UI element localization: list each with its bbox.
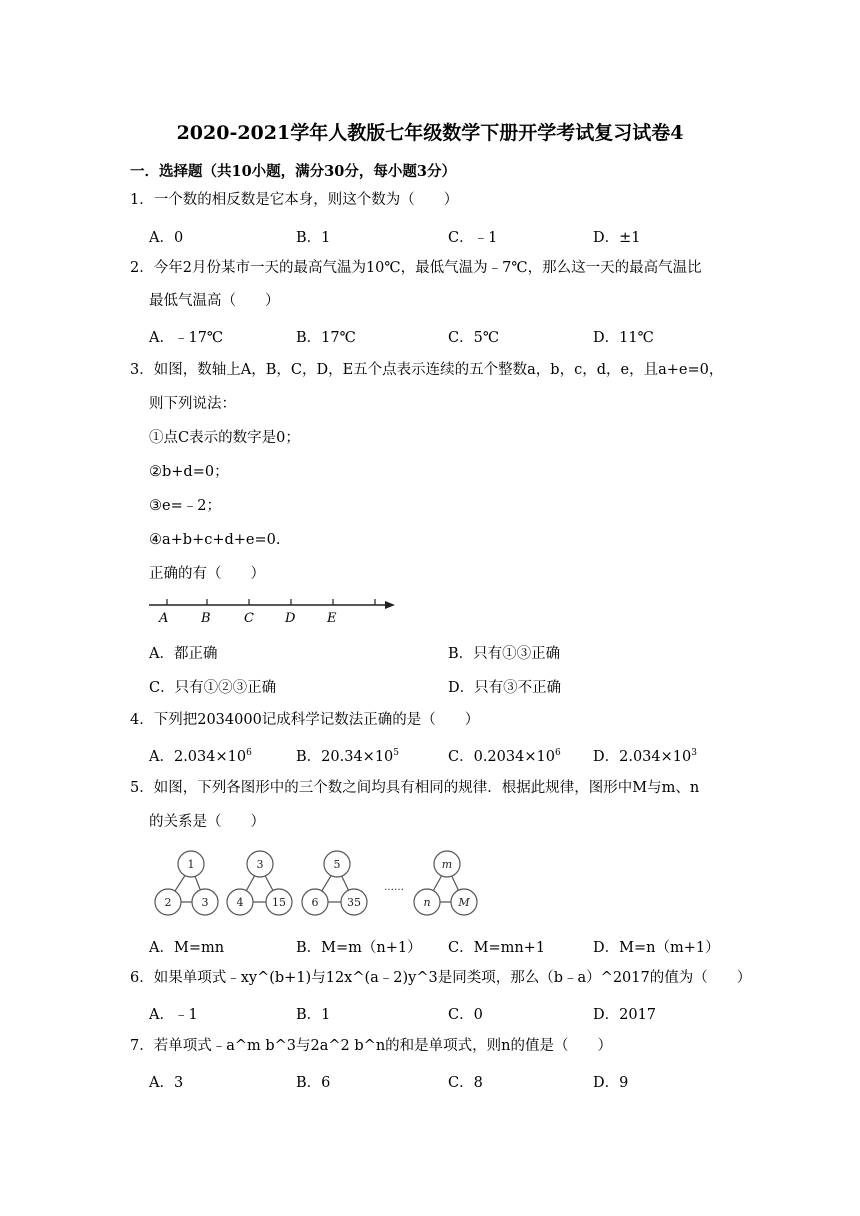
q3-statement-4: ④a+b+c+d+e=0. xyxy=(149,532,281,548)
question-7-stem: 7．若单项式﹣a^m b^3与2a^2 b^n的和是单项式，则n的值是（ ） xyxy=(130,1038,612,1054)
fig3-top: 5 xyxy=(333,858,341,871)
q3-option-a: A．都正确 xyxy=(149,646,218,662)
question-3-stem-line1: 3．如图，数轴上A，B，C，D，E五个点表示连续的五个整数a，b，c，d，e，且a+e=0， xyxy=(130,362,724,378)
q4-option-c: C．$0.2034\times 10^6$ xyxy=(448,748,561,765)
q4-option-b: B．$20.34\times 10^5$ xyxy=(296,748,400,765)
question-1-stem: 1．一个数的相反数是它本身，则这个数为（ ） xyxy=(130,192,459,208)
q6-option-d: D．2017 xyxy=(593,1007,657,1023)
q2-option-d: D．11℃ xyxy=(593,330,654,346)
q5-option-a: A．M=mn xyxy=(149,940,225,956)
fig1-left: 2 xyxy=(164,896,172,909)
question-5-stem-line2: 的关系是（ ） xyxy=(149,814,265,830)
q1-option-d: D．±1 xyxy=(593,230,641,246)
triangle-pattern-figure xyxy=(148,842,483,920)
fig2-top: 3 xyxy=(256,858,264,871)
q6-option-c: C．0 xyxy=(448,1007,483,1023)
question-4-stem: 4．下列把2034000记成科学记数法正确的是（ ） xyxy=(130,712,480,728)
number-line-arrow xyxy=(385,601,395,609)
fig4-right: M xyxy=(458,896,470,909)
axis-label-c: C xyxy=(244,611,254,626)
q3-option-b: B．只有①③正确 xyxy=(448,646,561,662)
q2-option-c: C．5℃ xyxy=(448,330,500,346)
q3-ask: 正确的有（ ） xyxy=(149,566,265,582)
q7-option-b: B．6 xyxy=(296,1075,331,1091)
axis-label-d: D xyxy=(285,611,296,626)
q3-statement-2: ②b+d=0； xyxy=(149,464,229,480)
axis-label-a: A xyxy=(159,611,169,626)
fig4-top: m xyxy=(441,858,453,871)
question-5-stem-line1: 5．如图，下列各图形中的三个数之间均具有相同的规律．根据此规律，图形中M与m、n xyxy=(130,780,700,796)
q4-option-a: A．$2.034\times 10^6$ xyxy=(149,748,252,765)
question-3-stem-line2: 则下列说法： xyxy=(149,396,236,412)
number-line-figure xyxy=(145,595,400,627)
continuation-dots: …… xyxy=(384,882,404,893)
q7-option-d: D．9 xyxy=(593,1075,629,1091)
question-2-stem-line2: 最低气温高（ ） xyxy=(149,293,280,309)
q2-option-a: A．﹣17℃ xyxy=(149,330,224,346)
section-heading: 一．选择题（共10小题，满分30分，每小题3分） xyxy=(130,163,456,180)
q3-option-c: C．只有①②③正确 xyxy=(149,680,277,696)
fig2-right: 15 xyxy=(272,896,286,909)
fig1-right: 3 xyxy=(201,896,209,909)
fig2-left: 4 xyxy=(236,896,244,909)
q7-option-a: A．3 xyxy=(149,1075,184,1091)
fig1-top: 1 xyxy=(187,858,195,871)
page-title: 2020-2021学年人教版七年级数学下册开学考试复习试卷4 xyxy=(176,122,684,144)
q1-option-c: C．﹣1 xyxy=(448,230,498,246)
q3-statement-3: ③e=﹣2； xyxy=(149,498,221,514)
q5-option-c: C．M=mn+1 xyxy=(448,940,546,956)
axis-label-e: E xyxy=(327,611,337,626)
q1-option-b: B．1 xyxy=(296,230,331,246)
question-2-stem-line1: 2．今年2月份某市一天的最高气温为10℃，最低气温为﹣7℃，那么这一天的最高气温比 xyxy=(130,260,702,276)
fig3-right: 35 xyxy=(347,896,361,909)
q4-option-d: D．$2.034\times 10^3$ xyxy=(593,748,697,765)
fig4-left: n xyxy=(423,896,431,909)
q5-option-b: B．M=m（n+1） xyxy=(296,940,422,956)
q5-option-d: D．M=n（m+1） xyxy=(593,940,720,956)
q7-option-c: C．8 xyxy=(448,1075,483,1091)
q3-option-d: D．只有③不正确 xyxy=(448,680,562,696)
q2-option-b: B．17℃ xyxy=(296,330,356,346)
q3-statement-1: ①点C表示的数字是0； xyxy=(149,430,300,446)
question-6-stem: 6．如果单项式﹣xy^(b+1)与12x^(a﹣2)y^3是同类项，那么（b﹣a）^2017的值为（ ） xyxy=(130,970,752,986)
q6-option-a: A．﹣1 xyxy=(149,1007,198,1023)
q1-option-a: A．0 xyxy=(149,230,184,246)
q6-option-b: B．1 xyxy=(296,1007,331,1023)
fig3-left: 6 xyxy=(311,896,319,909)
axis-label-b: B xyxy=(201,611,211,626)
